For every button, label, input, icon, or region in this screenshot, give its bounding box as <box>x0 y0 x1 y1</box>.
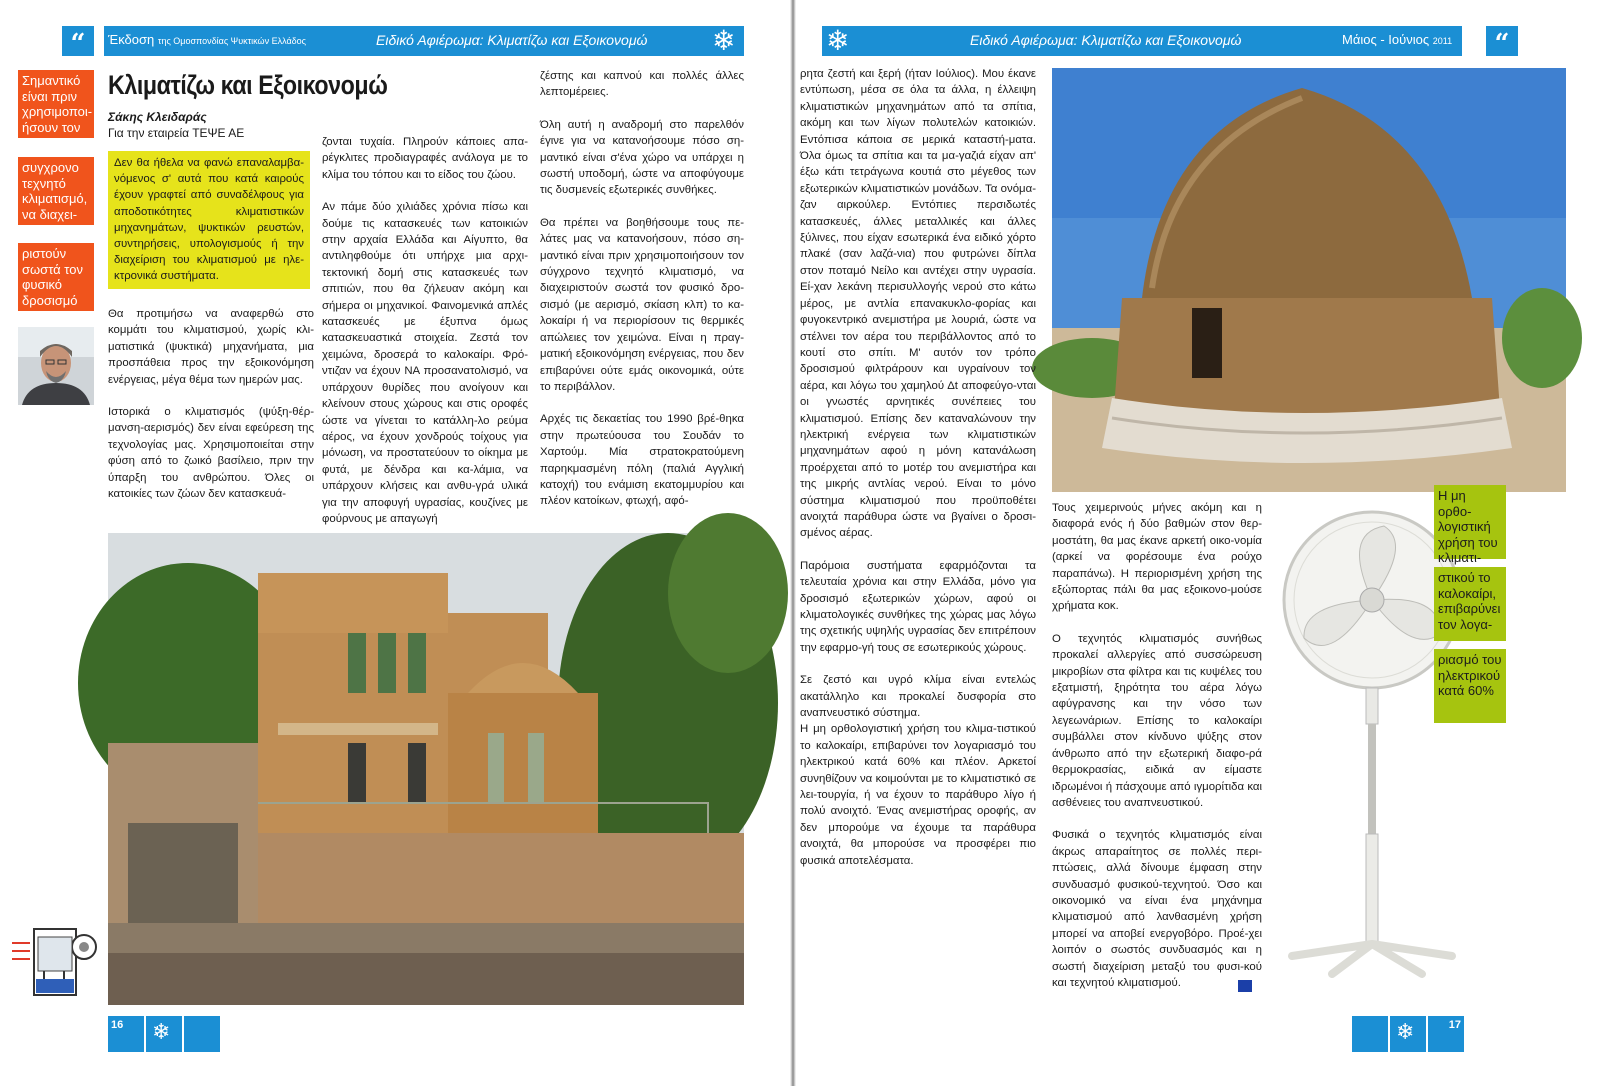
left-column-2 <box>322 134 528 525</box>
hut-photo <box>1052 68 1566 492</box>
callout-2: στικού το καλοκαίρι, επιβαρύνει τον λογα- <box>1434 567 1506 641</box>
paragraph: Αν πάμε δύο χιλιάδες χρόνια πίσω και δούμε τις κατασκευές των κατοικιών στην αρχαία Ελλάδα και Αίγυπτο, θα αντιληφθούμε ότι υπήρχε μια αρχι-τεκτονική δομή στις κατασκευές των σπιτιών, που θα ζήλευαν ακόμη και σήμερα οι μηχανικοί. Φαινομενικά απλές κατασκευές με έξυπνα όμως κατασκευαστικά στοιχεία. Ζεστά τον χειμώνα, δροσερά το καλοκαίρι. Φρό-ντιζαν να έχουν ΝΑ προσανατολισμό, να υπάρχουν θυρίδες που ανοίγουν και κλείνουν στους χώρους και στις οροφές ώστε να γίνεται το κατάλλη-λο ρεύμα αέρος, να έχουν χονδρούς τοίχους για μόνωση, να προστατεύουν το οίκημα με φυτά, με δένδρα και κα-λάμια, να υπάρχουν κλήσεις και ανθυ-γρά υλικά για την αποφυγή υγρασίας, κουζίνες με φούρνους με απαγωγή <box>322 201 528 525</box>
left-column-3 <box>540 68 744 516</box>
callout-2: συγχρονο τεχνητό κλιματισμό, να διαχει- <box>18 157 94 225</box>
end-mark-icon <box>1238 980 1252 992</box>
quote-badge-icon: “ <box>62 26 94 56</box>
publisher-small: της Ομοσπονδίας Ψυκτικών Ελλάδος <box>157 36 307 46</box>
issue-date <box>1342 32 1452 47</box>
author-affiliation: Για την εταιρεία ΤΕΨΕ ΑΕ <box>108 126 245 140</box>
page-tab <box>1352 1016 1388 1052</box>
special-issue-title: Ειδικό Αφιέρωμα: Κλιματίζω και Εξοικονομώ <box>970 32 1242 48</box>
air-cooler-icon <box>8 925 100 1005</box>
issue-year: 2011 <box>1432 36 1453 46</box>
paragraph: Αρχές τις δεκαετίας του 1990 βρέ-θηκα στην πρωτεύουσα του Σουδάν το Χαρτούμ. Μία στρατοκρατούμενη παρηκμασμένη πόλη (παλιά Αγγλική κατοχή) του ενάμιση εκατομμυρίου και πλέον κατοίκων, φτωχή, αφό- <box>540 413 744 508</box>
paragraph: Παρόμοια συστήματα εφαρμόζονται τα τελευταία χρόνια και στην Ελλάδα, μόνο για δροσισμό εξωτερικών χώρων, αφού οι κλιματολογικές συνθήκες της χώρας μας λόγω της σχετικής υψηλής υγρασίας δεν επιτρέπουν την εφαρμο-γή τους σε εσωτερικούς χώρους. <box>800 559 1036 654</box>
page-number: 16 <box>108 1016 144 1052</box>
issue-months: Μάιος - Ιούνιος <box>1342 32 1430 47</box>
callout-1: Σημαντικό είναι πριν χρησιμοποι-ήσουν τον <box>18 70 94 138</box>
special-issue-title: Ειδικό Αφιέρωμα: Κλιματίζω και Εξοικονομώ <box>376 32 648 48</box>
right-page <box>796 0 1610 1086</box>
page-tab <box>146 1016 182 1052</box>
paragraph: ρητα ζεστή και ξερή (ήταν Ιούλιος). Μου έκανε εντύπωση, μέσα σε όλα τα άλλα, η έλλειψη κλιματιστικών μηχανημάτων από τα σπίτια, ακόμη και των λίγων πολυτελών κατοικιών. Εντόπισα κάποια σε μερικά καταστή-ματα. Όλα όμως τα σπίτια και τα μα-γαζιά είχαν απ' έξω κάτι τετράγωνα κουτιά στο μέγεθος των εξωτερικών κλιματιστικών μονάδων. Τα ονόμα-ζαν αιρκούλερ. Εντόπιες περσιδωτές κατασκευές, άλλες μεταλλικές και άλλες ξύλινες, που είχαν εσωτερικά ένα ειδικό χόρτο πλακέ (σαν λαζά-νια) που φυτρώνει δίπλα στον ποταμό Νείλο και αντέχει στην υγρασία. Εί-χαν λεκάνη περισυλλογής νερού στο κάτω μέρος, με αντλία επανακυκλο-φορίας και φυγοκεντρικό ανεμιστήρα με λουριά, ώστε να στέλνει τον αέρα του περιβάλλοντος από το κουτί στο σπίτι. Μ' αυτόν τον τρόπο δροσισμού φιλτράρουν και υγραίνουν τον αέρα, και λόγω του χαμηλού Δt αποφεύγο-νται οι γνωστές αρνητικές συνέπειες του κλιματισμού. Επίσης δεν καταναλώνουν την ηλεκτρική ενέργεια των κλιματιστικών μηχανημάτων αφού η μόνη κατανάλωση προέρχεται από το μοτέρ του ανεμιστήρα και της μικρής αντλίας νερού. Είναι το μόνο σύστημα κλιματισμού που προϋποθέτει ανοιχτά παράθυρα ώστε να βγαίνει ο δροσι-σμένος αέρας. <box>800 68 1036 540</box>
paragraph: Θα προτιμήσω να αναφερθώ στο κομμάτι του κλιματισμού, χωρίς κλι-ματιστικά (ψυκτικά) μηχανήματα, μια προσπάθεια προς την εξοικονόμηση ενέργειας, μέγα θέμα των ημερών μας. <box>108 308 314 386</box>
article-title: Κλιματίζω και Εξοικονομώ <box>108 70 388 100</box>
intro-highlight: Δεν θα ήθελα να φανώ επαναλαμβα-νόμενος σ' αυτά που κατά καιρούς έχουν γραφτεί από συναδέλφους για αποδοτικότητες κλιματιστικών μηχανημάτων, ψυκτικών ρευστών, συντηρήσεις, υπολογισμούς ή την διαχείριση του κλιματισμού με ηλε-κτρονικά συστήματα. <box>108 151 310 289</box>
paragraph: Σε ζεστό και υγρό κλίμα είναι εντελώς ακατάλληλο και προκαλεί δυσφορία στο αναπνευστικό σύστημα. <box>800 674 1036 720</box>
paragraph: Φυσικά ο τεχνητός κλιματισμός είναι άκρως απαραίτητος σε πολλές περι-πτώσεις, αλλά δίνουμε έμφαση στην συνδυασμό φυσικού-τεχνητού. Όσο και οικονομικό να είναι ένα μηχάνημα κλιματισμού από λανθασμένη χρήση μπορεί να αποβεί ενεργοβόρο. Προέ-χει λοιπόν ο σωστός συνδυασμός και η σωστή διαχείριση μεταξύ του φυσι-κού και τεχνητού κλιματισμού. <box>1052 829 1262 989</box>
author-photo <box>18 327 94 405</box>
left-page <box>0 0 790 1086</box>
page-number: 17 <box>1428 1016 1464 1052</box>
snowflake-icon: ❄ <box>1396 1020 1415 1045</box>
snowflake-icon: ❄ <box>712 24 736 57</box>
paragraph: Η μη ορθολογιστική χρήση του κλιμα-τιστικού το καλοκαίρι, επιβαρύνει τον λογαριασμό του ηλεκτρικού κατά 60% και πλέον. Αρκετοί συνηθίζουν να κοιμούνται με το κλιματιστικό σε λει-τουργία, ή να έχουν το παράθυρο λίγο ή πολύ ανοιχτό. Ένας ανεμιστήρας οροφής, αν δεν μπορούμε να έχουμε τα παράθυρα ανοιχτά, θα μπορούσε να προσφέρει πιο φυσικά αποτελέσματα. <box>800 723 1036 867</box>
page-tab <box>1390 1016 1426 1052</box>
paragraph: Τους χειμερινούς μήνες ακόμη και η διαφορά ενός ή δύο βαθμών στον θερ-μοστάτη, θα μας έκανε αρκετή οικο-νομία (αρκεί να φορέσουμε ένα ρούχο παραπάνω). Η περιορισμένη χρήση της εξώπορτας πάλι θα μας εξοικονο-μούσε χρήματα κοκ. <box>1052 502 1262 613</box>
callout-3: ριασμό του ηλεκτρικού κατά 60% <box>1434 649 1506 723</box>
paragraph: ζέστης και καπνού και πολλές άλλες λεπτομέρειες. <box>540 70 744 99</box>
paragraph: Ιστορικά ο κλιματισμός (ψύξη-θέρ-μανση-αερισμός) δεν είναι εφεύρεση της τεχνολογίας μας. Χρησιμοποιείται στην φύση από το ζωικό βασίλειο, πριν την ύπαρξη του ανθρώπου. Όλες οι κατοικίες των ζώων δεν κατασκευά- <box>108 406 314 501</box>
page-tab <box>184 1016 220 1052</box>
callout-1: Η μη ορθο-λογιστική χρήση του κλιματι- <box>1434 485 1506 559</box>
villa-photo <box>108 533 744 1005</box>
quote-badge-icon: “ <box>1486 26 1518 56</box>
publisher-line <box>108 32 306 47</box>
left-header-bar <box>104 26 744 56</box>
publisher-main: Έκδοση <box>108 32 155 47</box>
paragraph: Ο τεχνητός κλιματισμός συνήθως προκαλεί αλλεργίες από συσσώρευση μικροβίων στα φίλτρα και τις κυψέλες του εξατμιστή, ξηρότητα του αέρα λόγω αφύγρανσης και την νόσο των λεγεωνάριων. Επίσης το καλοκαίρι συμβάλλει στον κίνδυνο ψύξης στον άνθρωπο από την εξωτερική διαφο-ρά θερμοκρασίας, ειδικά αν είμαστε ιδρωμένοι ή πάσχουμε από ιγμορίτιδα και ασθένειες του αναπνευστικού. <box>1052 632 1262 809</box>
right-column-1 <box>800 66 1036 992</box>
paragraph: ζονται τυχαία. Πληρούν κάποιες απα-ρέγκλιτες προδιαγραφές ανάλογα με το κλίμα του τόπου και το είδος του ζώου. <box>322 136 528 181</box>
right-header-bar <box>822 26 1462 56</box>
snowflake-icon: ❄ <box>826 24 850 57</box>
callout-3: ριστούν σωστά τον φυσικό δροσισμό <box>18 243 94 311</box>
paragraph: Θα πρέπει να βοηθήσουμε τους πε-λάτες μας να κατανοήσουν, πόσο ση-μαντικό είναι πριν χρησιμοποιήσουν τον σύγχρονο τεχνητό κλιματισμό, να διαχειριστούν σωστά τον φυσικό δρο-σισμό (με αερισμό, σκίαση κλπ) το κα-λοκαίρι ή να περιορίσουν τις θερμικές απώλειες τον χειμώνα. Είναι η πραγ-ματική εξοικονόμηση ενέργειας, που δεν επιβαρύνει ούτε εμάς οικονομικά, ούτε το περιβάλλον. <box>540 216 744 393</box>
snowflake-icon: ❄ <box>152 1020 171 1045</box>
author-name: Σάκης Κλειδαράς <box>108 110 207 124</box>
right-column-2 <box>1052 500 1262 990</box>
paragraph: Όλη αυτή η αναδρομή στο παρελθόν έγινε για να κατανοήσουμε πόσο ση-μαντικό είναι σ'ένα χώρο να υπάρχει η σωστή υποδομή, ώστε να αποφύγουμε τις δυσμενείς εξωτερικές συνθήκες. <box>540 118 744 197</box>
left-column-1 <box>108 306 314 514</box>
